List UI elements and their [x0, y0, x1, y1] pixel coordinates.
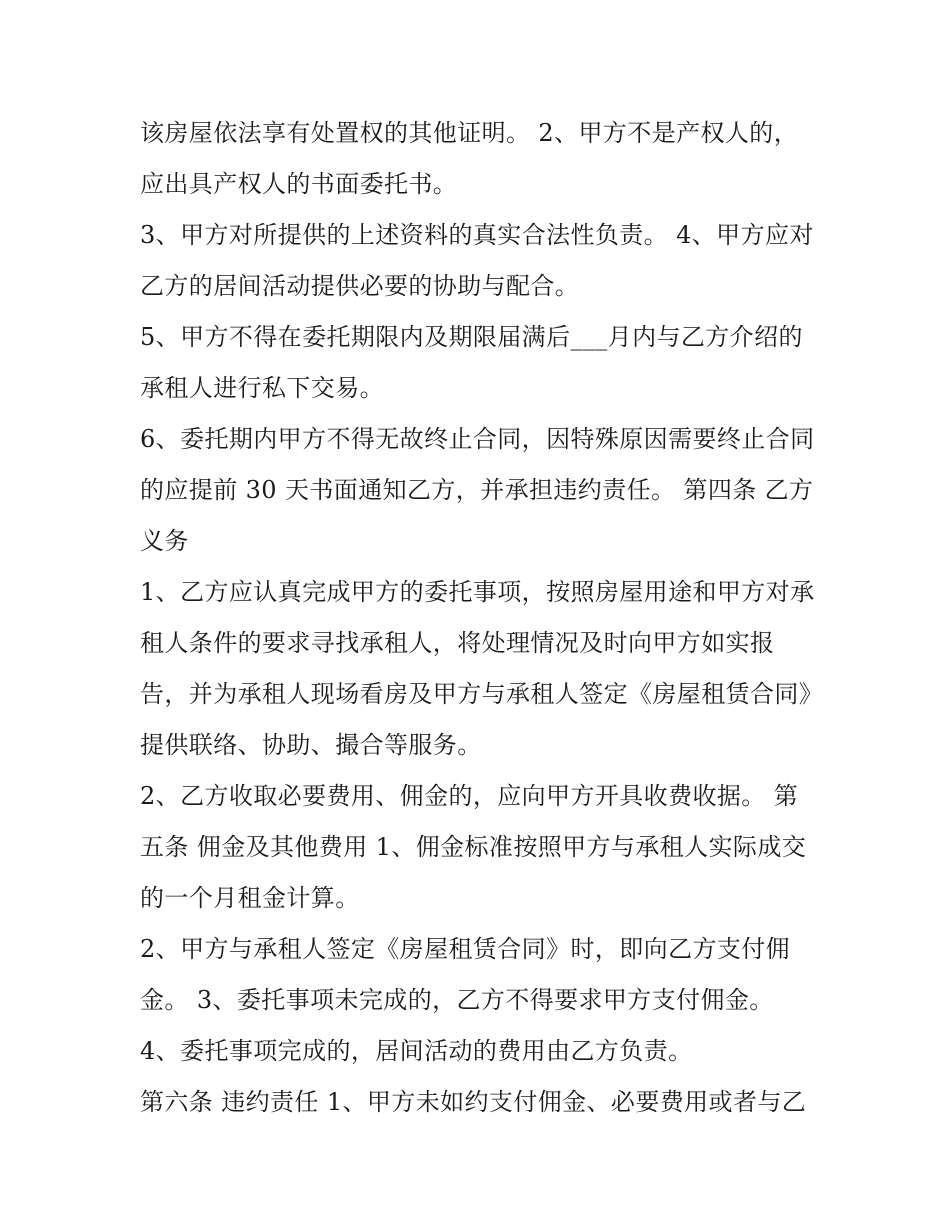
- paragraph-1: 该房屋依法享有处置权的其他证明。 2、甲方不是产权人的，应出具产权人的书面委托书。: [140, 119, 799, 198]
- paragraph-8: 4、委托事项完成的，居间活动的费用由乙方负责。: [140, 1037, 693, 1065]
- contract-body: [140, 108, 820, 1128]
- paragraph-5: 1、乙方应认真完成甲方的委托事项，按照房屋用途和甲方对承租人条件的要求寻找承租人，将处理情况及时向甲方如实报告，并为承租人现场看房及甲方与承租人签定《房屋租赁合同》提供联络、协助、撮合等服务。: [140, 578, 815, 759]
- paragraph-6: 2、乙方收取必要费用、佣金的，应向甲方开具收费收据。 第五条 佣金及其他费用 1、佣金标准按照甲方与承租人实际成交的一个月租金计算。: [140, 782, 807, 912]
- paragraph-9: 第六条 违约责任 1、甲方未如约支付佣金、必要费用或者与乙: [140, 1088, 807, 1116]
- paragraph-7: 2、甲方与承租人签定《房屋租赁合同》时，即向乙方支付佣金。 3、委托事项未完成的，乙方不得要求甲方支付佣金。: [140, 935, 791, 1014]
- paragraph-3: 5、甲方不得在委托期限内及期限届满后___月内与乙方介绍的承租人进行私下交易。: [140, 323, 803, 402]
- paragraph-4: 6、委托期内甲方不得无故终止合同，因特殊原因需要终止合同的应提前 30 天书面通知乙方，并承担违约责任。 第四条 乙方义务: [140, 425, 815, 555]
- paragraph-2: 3、甲方对所提供的上述资料的真实合法性负责。 4、甲方应对乙方的居间活动提供必要的协助与配合。: [140, 221, 814, 300]
